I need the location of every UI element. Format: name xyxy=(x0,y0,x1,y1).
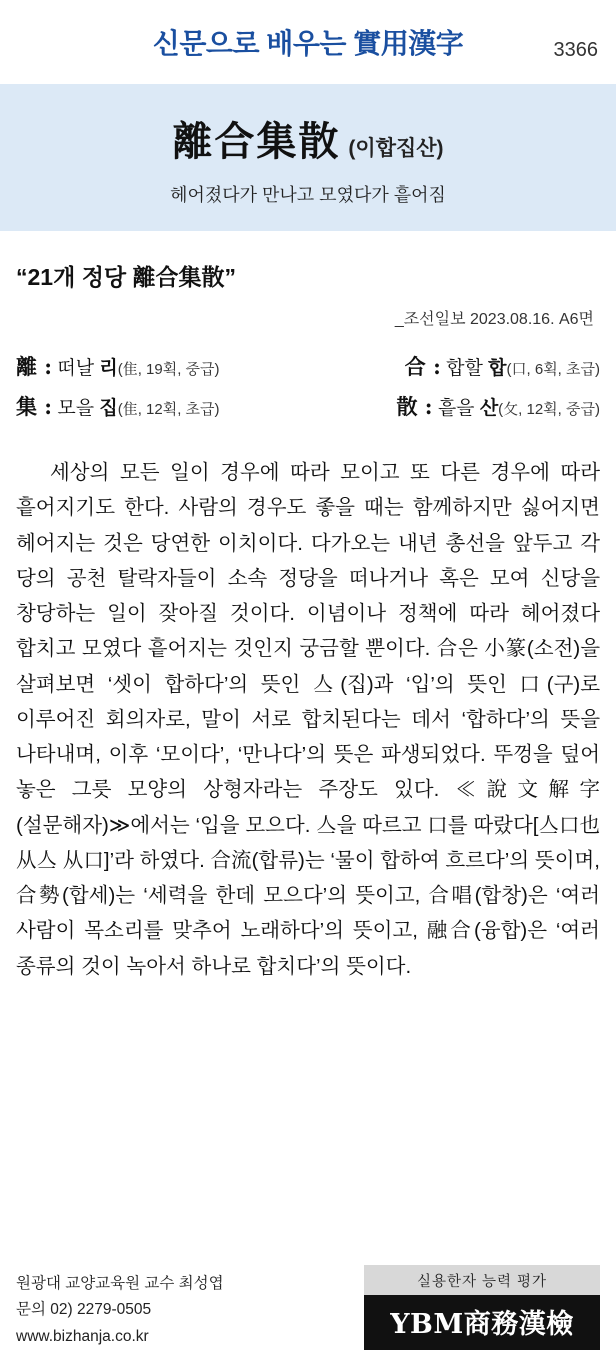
article-body: 세상의 모든 일이 경우에 따라 모이고 또 다른 경우에 따라 흩어지기도 한다. 사람의 경우도 좋을 때는 함께하지만 싫어지면 헤어지는 것은 당연한 이치이다. 다가오는 내년 총선을 앞두고 각 당의 공천 탈락자들이 소속 정당을 떠나거나 혹은 모여 신당을 창당하는 일이 잦아질 것이다. 이념이나 정책에 따라 헤어졌다 합치고 모였다 흩어지는 것인지 궁금할 뿐이다. 合은 小篆(소전)을 살펴보면 ‘셋이 합하다’의 뜻인 亼(집)과 ‘입’의 뜻인 口(구)로 이루어진 회의자로, 말이 서로 합치된다는 데서 ‘합하다’의 뜻을 나타내며, 이후 ‘모이다’, ‘만나다’의 뜻은 파생되었다. 뚜껑을 덮어 놓은 그릇 모양의 상형자라는 주장도 있다. ≪說文解字(설문해자)≫에서는 ‘입을 모으다. 亼을 따르고 口를 따랐다[亼口也 从亼 从口]’라 하였다. 合流(합류)는 ‘물이 합하여 흐르다’의 뜻이며, 合勢(합세)는 ‘세력을 한데 모으다’의 뜻이고, 合唱(합창)은 ‘여러 사람이 목소리를 맞추어 노래하다’의 뜻이고, 融合(융합)은 ‘여러 종류의 것이 녹아서 하나로 합치다’의 뜻이다. xyxy=(16,461,600,978)
quote-block xyxy=(0,231,616,329)
masthead-title: 신문으로 배우는 實用漢字 xyxy=(152,28,464,59)
headword-reading: (이합집산) xyxy=(348,137,444,160)
quote-source: _조선일보 2023.08.16. A6면 xyxy=(394,311,594,328)
logo-tagline: 실용한자 능력 평가 xyxy=(364,1265,600,1295)
issue-number: 3366 xyxy=(553,39,598,61)
character-sound: 합 xyxy=(488,358,507,379)
footer xyxy=(0,1265,616,1350)
character-entry xyxy=(16,391,220,421)
character-row xyxy=(16,351,600,381)
character-note: (口, 6획, 초급) xyxy=(506,361,600,378)
footer-contact: 문의 02) 2279-0505 xyxy=(16,1301,152,1319)
character-glyph: 離 : xyxy=(16,354,53,379)
character-gloss: 합할 xyxy=(446,358,483,379)
character-glyph: 合 : xyxy=(404,354,441,379)
character-gloss: 모을 xyxy=(57,398,95,419)
character-row xyxy=(16,391,600,421)
character-entry xyxy=(16,351,220,381)
character-entry xyxy=(396,391,600,421)
footer-website[interactable]: www.bizhanja.co.kr xyxy=(16,1327,149,1345)
logo-wordmark: YBM商務漢檢 xyxy=(364,1295,600,1350)
footer-credits xyxy=(16,1271,224,1350)
character-note: (隹, 19획, 중급) xyxy=(117,361,220,378)
character-glyph: 集 : xyxy=(16,394,53,419)
character-sound: 리 xyxy=(99,358,118,379)
quote-headline: “21개 정당 離合集散” xyxy=(16,264,237,290)
masthead xyxy=(0,0,616,84)
ybm-logo xyxy=(364,1265,600,1350)
character-note: (隹, 12획, 초급) xyxy=(117,401,220,418)
character-note: (攵, 12획, 중급) xyxy=(498,401,600,418)
character-glyph: 散 : xyxy=(396,394,433,419)
character-gloss: 떠날 xyxy=(57,358,95,379)
character-sound: 집 xyxy=(99,398,118,419)
headword-hanja: 離合集散 xyxy=(172,118,341,165)
character-gloss: 흩을 xyxy=(437,398,475,419)
headword-banner xyxy=(0,84,616,231)
character-sound: 산 xyxy=(479,398,499,419)
character-entry xyxy=(405,351,600,381)
headword-meaning: 헤어졌다가 만나고 모였다가 흩어짐 xyxy=(170,185,446,205)
headword-row xyxy=(10,110,606,167)
character-breakdown xyxy=(0,329,616,421)
footer-author: 원광대 교양교육원 교수 최성엽 xyxy=(16,1274,224,1292)
